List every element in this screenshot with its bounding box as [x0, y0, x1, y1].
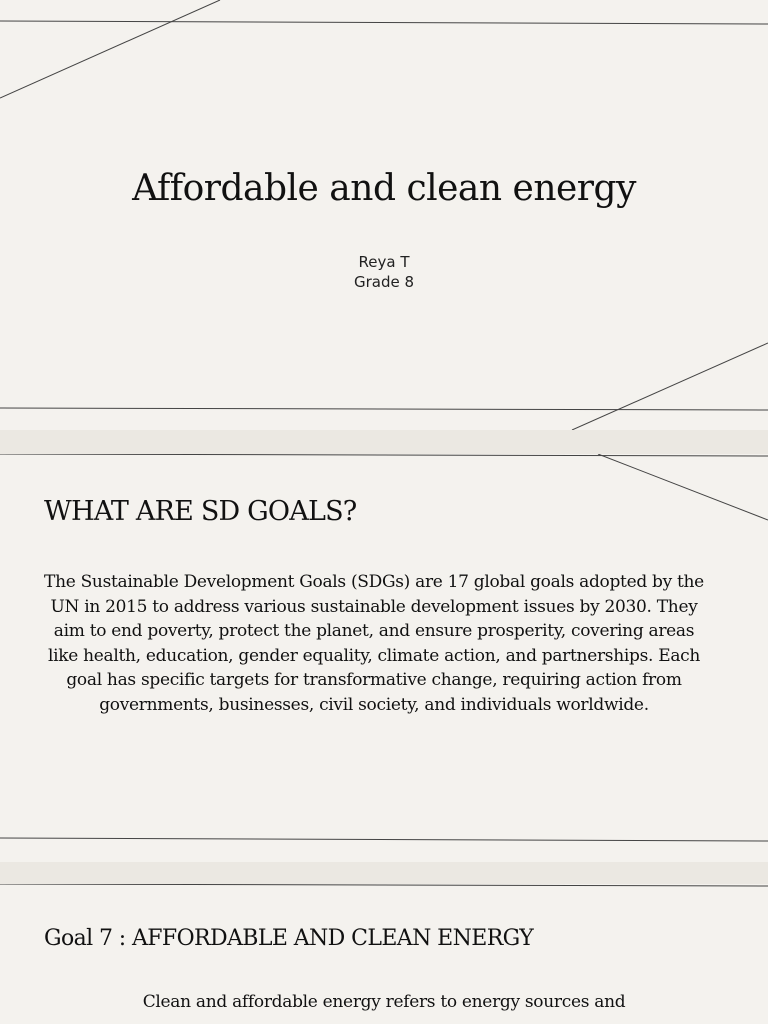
author-grade: Grade 8: [353, 273, 415, 291]
deco-line-bottom: [0, 408, 768, 410]
deco-line-top: [0, 21, 768, 24]
author-info: [0, 252, 768, 292]
title-slide: [0, 0, 768, 430]
deco-line-diagonal-right: [598, 454, 768, 520]
deco-line-diagonal-right: [572, 343, 768, 430]
decorative-lines: [0, 0, 768, 430]
sdg-overview-slide: [0, 454, 768, 862]
goal7-slide: [0, 884, 768, 1024]
deco-line-top: [0, 884, 768, 886]
section-body: The Sustainable Development Goals (SDGs) are 17 global goals adopted by the UN in 2015 to address various sustainable development issues by 2030. They aim to end poverty, protect the planet, and ensure prosperity, covering areas like health, education, gender equality, climate action, and partnerships. Each goal has specific targets for transformative change, requiring action from governments, businesses, civil society, and individuals worldwide.: [44, 572, 704, 715]
section-heading: WHAT ARE SD GOALS?: [44, 496, 357, 527]
page-title: Affordable and clean energy: [132, 168, 636, 209]
deco-line-diagonal-top: [0, 0, 220, 98]
deco-line-top: [0, 454, 768, 456]
author-name: Reya T: [358, 253, 410, 271]
goal-body: Clean and affordable energy refers to energy sources and: [142, 992, 626, 1012]
deco-line-bottom: [0, 838, 768, 841]
goal-heading: Goal 7 : AFFORDABLE AND CLEAN ENERGY: [44, 926, 534, 951]
